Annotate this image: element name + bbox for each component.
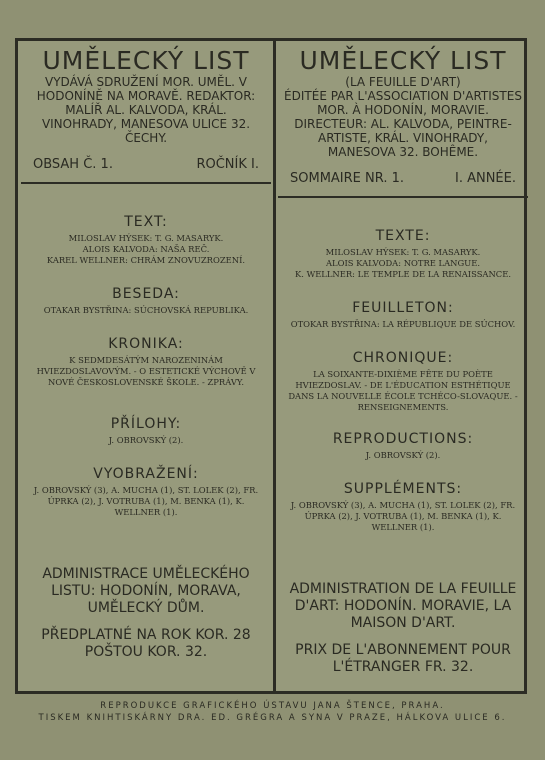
masthead-cz: UMĚLECKÝ LIST bbox=[42, 46, 250, 75]
chronique-body: LA SOIXANTE-DIXIÈME FÊTE DU POÈTE HVIEZDOSLAV. - DE L'ÉDUCATION ESTHÉTIQUE DANS LA NOUVELLE ÉCOLE TCHÉCO-SLOVAQUE. - RENSEIGNEMENTS. bbox=[288, 369, 518, 412]
reproductions-heading: REPRODUCTIONS: bbox=[332, 431, 474, 447]
prilohy-heading: PŘÍLOHY: bbox=[110, 416, 182, 432]
supplements-body: J. OBROVSKÝ (3), A. MUCHA (1), ST. LOLEK (2), FR. ÚPRKA (2), J. VOTRUBA (1), M. BENKA (1), K. WELLNER (1). bbox=[290, 500, 516, 532]
czech-column bbox=[21, 41, 271, 691]
text-line-cz-1: MILOSLAV HÝSEK: T. G. MASARYK. bbox=[68, 233, 224, 243]
text-line-fr-1: MILOSLAV HÝSEK: T. G. MASARYK. bbox=[325, 247, 481, 257]
page-frame bbox=[15, 38, 527, 694]
vyobrazeni-body: J. OBROVSKÝ (3), A. MUCHA (1), ST. LOLEK (2), FR. ÚPRKA (2), J. VOTRUBA (1), M. BENKA (1), K. WELLNER (1). bbox=[33, 485, 259, 517]
text-heading-cz: TEXT: bbox=[124, 214, 168, 230]
contents-row-fr bbox=[278, 171, 528, 186]
feuilleton-heading: FEUILLETON: bbox=[352, 300, 454, 316]
kronika-heading: KRONIKA: bbox=[108, 336, 184, 352]
admin-fr: ADMINISTRATION DE LA FEUILLE D'ART: HODONÍN. MORAVIE, LA MAISON D'ART. bbox=[289, 581, 517, 631]
footer-line-2: TISKEM KNIHTISKÁRNY DRA. ED. GRÉGRA A SYNA V PRAZE, HÁLKOVA ULICE 6. bbox=[38, 713, 507, 723]
kronika-body: K SEDMDESÁTÝM NAROZENINÁM HVIEZDOSLAVOVÝM. - O ESTETICKÉ VÝCHOVĚ V NOVÉ ČESKOSLOVENSKÉ ŠKOLE. - ZPRÁVY. bbox=[36, 355, 256, 387]
french-column bbox=[278, 41, 528, 691]
masthead-fr: UMĚLECKÝ LIST bbox=[299, 46, 507, 75]
reproductions-body: J. OBROVSKÝ (2). bbox=[365, 450, 441, 460]
feuilleton-body: OTOKAR BYSTŘINA: LA RÉPUBLIQUE DE SÚCHOV. bbox=[290, 319, 516, 329]
contents-row-cz bbox=[21, 157, 271, 172]
rule-fr bbox=[278, 196, 528, 198]
admin-cz: ADMINISTRACE UMĚLECKÉHO LISTU: HODONÍN, MORAVA, UMĚLECKÝ DŮM. bbox=[42, 566, 250, 616]
beseda-body: OTAKAR BYSTŘINA: SÚCHOVSKÁ REPUBLIKA. bbox=[43, 305, 249, 315]
text-line-cz-3: KAREL WELLNER: CHRÁM ZNOVUZROZENÍ. bbox=[46, 255, 246, 265]
text-line-fr-2: ALOIS KALVODA: NOTRE LANGUE. bbox=[325, 258, 481, 268]
contents-label-cz: OBSAH Č. 1. bbox=[33, 157, 113, 172]
text-heading-fr: TEXTE: bbox=[375, 228, 431, 244]
prilohy-body: J. OBROVSKÝ (2). bbox=[108, 435, 184, 445]
vyobrazeni-heading: VYOBRAŽENÍ: bbox=[93, 466, 199, 482]
column-divider bbox=[273, 41, 276, 691]
footer-line-1: REPRODUKCE GRAFICKÉHO ÚSTAVU JANA ŠTENCE, PRAHA. bbox=[100, 701, 445, 711]
supplements-heading: SUPPLÉMENTS: bbox=[343, 481, 463, 497]
text-line-cz-2: ALOIS KALVODA: NAŠA REČ. bbox=[82, 244, 210, 254]
chronique-heading: CHRONIQUE: bbox=[352, 350, 454, 366]
subtitle-fr: (LA FEUILLE D'ART) bbox=[345, 75, 461, 89]
text-line-fr-3: K. WELLNER: LE TEMPLE DE LA RENAISSANCE. bbox=[295, 269, 511, 279]
rule-cz bbox=[21, 182, 271, 184]
issue-label-fr: I. ANNÉE. bbox=[454, 171, 516, 186]
price-cz: PŘEDPLATNÉ NA ROK KOR. 28 POŠTOU KOR. 32. bbox=[41, 627, 251, 660]
price-fr: PRIX DE L'ABONNEMENT POUR L'ÉTRANGER FR. 32. bbox=[295, 642, 511, 675]
contents-label-fr: SOMMAIRE NR. 1. bbox=[290, 171, 404, 186]
intro-cz: VYDÁVÁ SDRUŽENÍ MOR. UMĚL. V HODONÍNĚ NA MORAVĚ. REDAKTOR: MALÍŘ AL. KALVODA, KRÁL. VINOHRADY, MANESOVA ULICE 32. ČECHY. bbox=[36, 75, 256, 145]
issue-label-cz: ROČNÍK I. bbox=[196, 157, 259, 172]
intro-fr: ÉDITÉE PAR L'ASSOCIATION D'ARTISTES MOR. À HODONÍN, MORAVIE. DIRECTEUR: AL. KALVODA, PEINTRE-ARTISTE, KRÁL. VINOHRADY, MANESOVA 32. BOHÊME. bbox=[284, 89, 522, 159]
beseda-heading: BESEDA: bbox=[112, 286, 180, 302]
